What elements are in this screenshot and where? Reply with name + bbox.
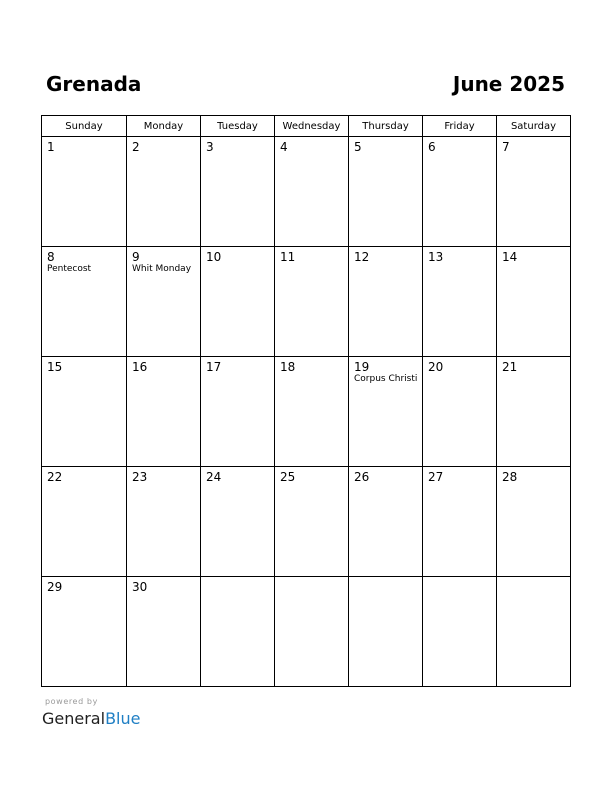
weekday-header-tuesday: Tuesday xyxy=(201,116,275,137)
weekday-header-row xyxy=(42,116,571,137)
day-cell xyxy=(497,247,571,357)
holiday-label: Whit Monday xyxy=(132,264,192,274)
empty-day-cell xyxy=(423,577,497,687)
day-cell xyxy=(201,357,275,467)
day-cell xyxy=(349,357,423,467)
day-cell xyxy=(127,577,201,687)
day-number: 17 xyxy=(206,360,222,374)
day-number: 11 xyxy=(280,250,296,264)
weekday-header-friday: Friday xyxy=(423,116,497,137)
country-title: Grenada xyxy=(46,72,142,96)
day-cell xyxy=(42,577,127,687)
day-cell xyxy=(423,467,497,577)
weekday-header-thursday: Thursday xyxy=(349,116,423,137)
day-cell xyxy=(275,247,349,357)
day-number: 4 xyxy=(280,140,288,154)
day-cell xyxy=(127,247,201,357)
empty-day-cell xyxy=(201,577,275,687)
day-cell xyxy=(42,357,127,467)
day-number: 7 xyxy=(502,140,510,154)
day-number: 18 xyxy=(280,360,296,374)
empty-day-cell xyxy=(497,577,571,687)
day-cell xyxy=(423,247,497,357)
day-cell xyxy=(201,137,275,247)
day-number: 5 xyxy=(354,140,362,154)
day-cell xyxy=(42,467,127,577)
holiday-label: Corpus Christi xyxy=(354,374,418,384)
day-number: 23 xyxy=(132,470,148,484)
week-row xyxy=(42,247,571,357)
day-number: 16 xyxy=(132,360,148,374)
day-number: 30 xyxy=(132,580,148,594)
empty-day-cell xyxy=(275,577,349,687)
day-number: 28 xyxy=(502,470,518,484)
day-number: 1 xyxy=(47,140,55,154)
weekday-header-saturday: Saturday xyxy=(497,116,571,137)
day-cell xyxy=(42,137,127,247)
footer-branding xyxy=(42,697,140,730)
day-number: 9 xyxy=(132,250,140,264)
day-cell xyxy=(497,467,571,577)
day-number: 29 xyxy=(47,580,63,594)
generalblue-logo xyxy=(42,708,140,730)
day-number: 3 xyxy=(206,140,214,154)
day-number: 6 xyxy=(428,140,436,154)
weekday-header-sunday: Sunday xyxy=(42,116,127,137)
day-cell xyxy=(201,467,275,577)
day-number: 12 xyxy=(354,250,370,264)
holiday-label: Pentecost xyxy=(47,264,92,274)
day-number: 8 xyxy=(47,250,55,264)
day-number: 13 xyxy=(428,250,444,264)
day-number: 25 xyxy=(280,470,296,484)
day-cell xyxy=(275,467,349,577)
day-cell xyxy=(349,137,423,247)
brand-general-text: General xyxy=(42,709,106,728)
day-number: 10 xyxy=(206,250,222,264)
month-title: June 2025 xyxy=(452,72,565,96)
day-cell xyxy=(423,357,497,467)
powered-by-text: powered by xyxy=(45,697,98,706)
day-number: 2 xyxy=(132,140,140,154)
calendar-grid xyxy=(41,115,571,687)
day-cell xyxy=(497,357,571,467)
calendar-body xyxy=(42,137,571,687)
day-cell xyxy=(349,467,423,577)
weekday-header-monday: Monday xyxy=(127,116,201,137)
week-row xyxy=(42,357,571,467)
day-number: 22 xyxy=(47,470,63,484)
day-cell xyxy=(42,247,127,357)
week-row xyxy=(42,137,571,247)
day-number: 14 xyxy=(502,250,518,264)
day-number: 15 xyxy=(47,360,63,374)
day-cell xyxy=(497,137,571,247)
day-number: 19 xyxy=(354,360,370,374)
week-row xyxy=(42,577,571,687)
day-number: 24 xyxy=(206,470,222,484)
day-cell xyxy=(349,247,423,357)
calendar-header xyxy=(41,70,571,100)
day-cell xyxy=(127,137,201,247)
day-cell xyxy=(275,357,349,467)
day-cell xyxy=(127,357,201,467)
day-cell xyxy=(201,247,275,357)
day-number: 20 xyxy=(428,360,444,374)
day-cell xyxy=(275,137,349,247)
day-cell xyxy=(423,137,497,247)
day-cell xyxy=(127,467,201,577)
brand-blue-text: Blue xyxy=(105,709,141,728)
day-number: 26 xyxy=(354,470,370,484)
day-number: 27 xyxy=(428,470,444,484)
weekday-header-wednesday: Wednesday xyxy=(275,116,349,137)
day-number: 21 xyxy=(502,360,518,374)
week-row xyxy=(42,467,571,577)
empty-day-cell xyxy=(349,577,423,687)
